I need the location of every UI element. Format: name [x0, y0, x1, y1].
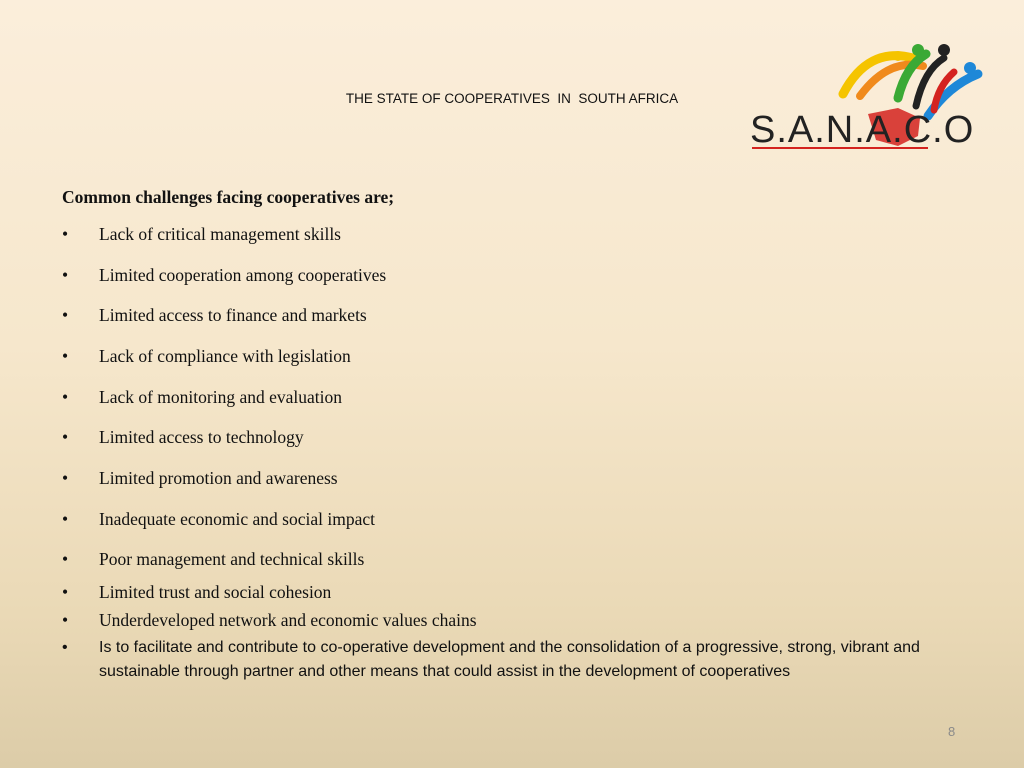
list-item-text: Lack of compliance with legislation: [99, 346, 351, 366]
bullet-mark: •: [62, 639, 68, 656]
bullet-mark: •: [62, 509, 69, 529]
bullet-mark: •: [62, 610, 69, 630]
bullet-mark: •: [62, 265, 69, 285]
list-item-text: Limited trust and social cohesion: [99, 582, 332, 602]
bullet-mark: •: [62, 346, 69, 366]
bullet-mark: •: [62, 224, 69, 244]
slide-title: THE STATE OF COOPERATIVES IN SOUTH AFRICA: [345, 91, 679, 106]
bullet-mark: •: [62, 427, 69, 447]
list-item-text: Limited cooperation among cooperatives: [99, 265, 387, 285]
list-item-text: Lack of critical management skills: [99, 224, 341, 244]
list-item-text: Limited access to finance and markets: [99, 305, 367, 325]
bullet-mark: •: [62, 468, 69, 488]
list-item-text: Underdeveloped network and economic values chains: [99, 610, 477, 630]
intro-heading: Common challenges facing cooperatives are;: [62, 187, 395, 207]
list-item-text: Limited access to technology: [99, 427, 304, 447]
bullet-mark: •: [62, 549, 69, 569]
bullet-mark: •: [62, 582, 69, 602]
sanaco-logo: [748, 36, 988, 154]
list-item-text: Lack of monitoring and evaluation: [99, 387, 342, 407]
list-item-text: Limited promotion and awareness: [99, 468, 338, 488]
bullet-mark: •: [62, 305, 69, 325]
logo-wordmark: S.A.N.A.C.O: [750, 109, 975, 151]
page-number: 8: [948, 724, 956, 739]
bullet-mark: •: [62, 387, 69, 407]
list-item-text: Is to facilitate and contribute to co-operative development and the consolidation of a progressive, strong, vibrant and sustainable through partner and other means that could assist in the development of cooperatives: [99, 639, 920, 680]
list-item-text: Poor management and technical skills: [99, 549, 365, 569]
list-item-text: Inadequate economic and social impact: [99, 509, 375, 529]
